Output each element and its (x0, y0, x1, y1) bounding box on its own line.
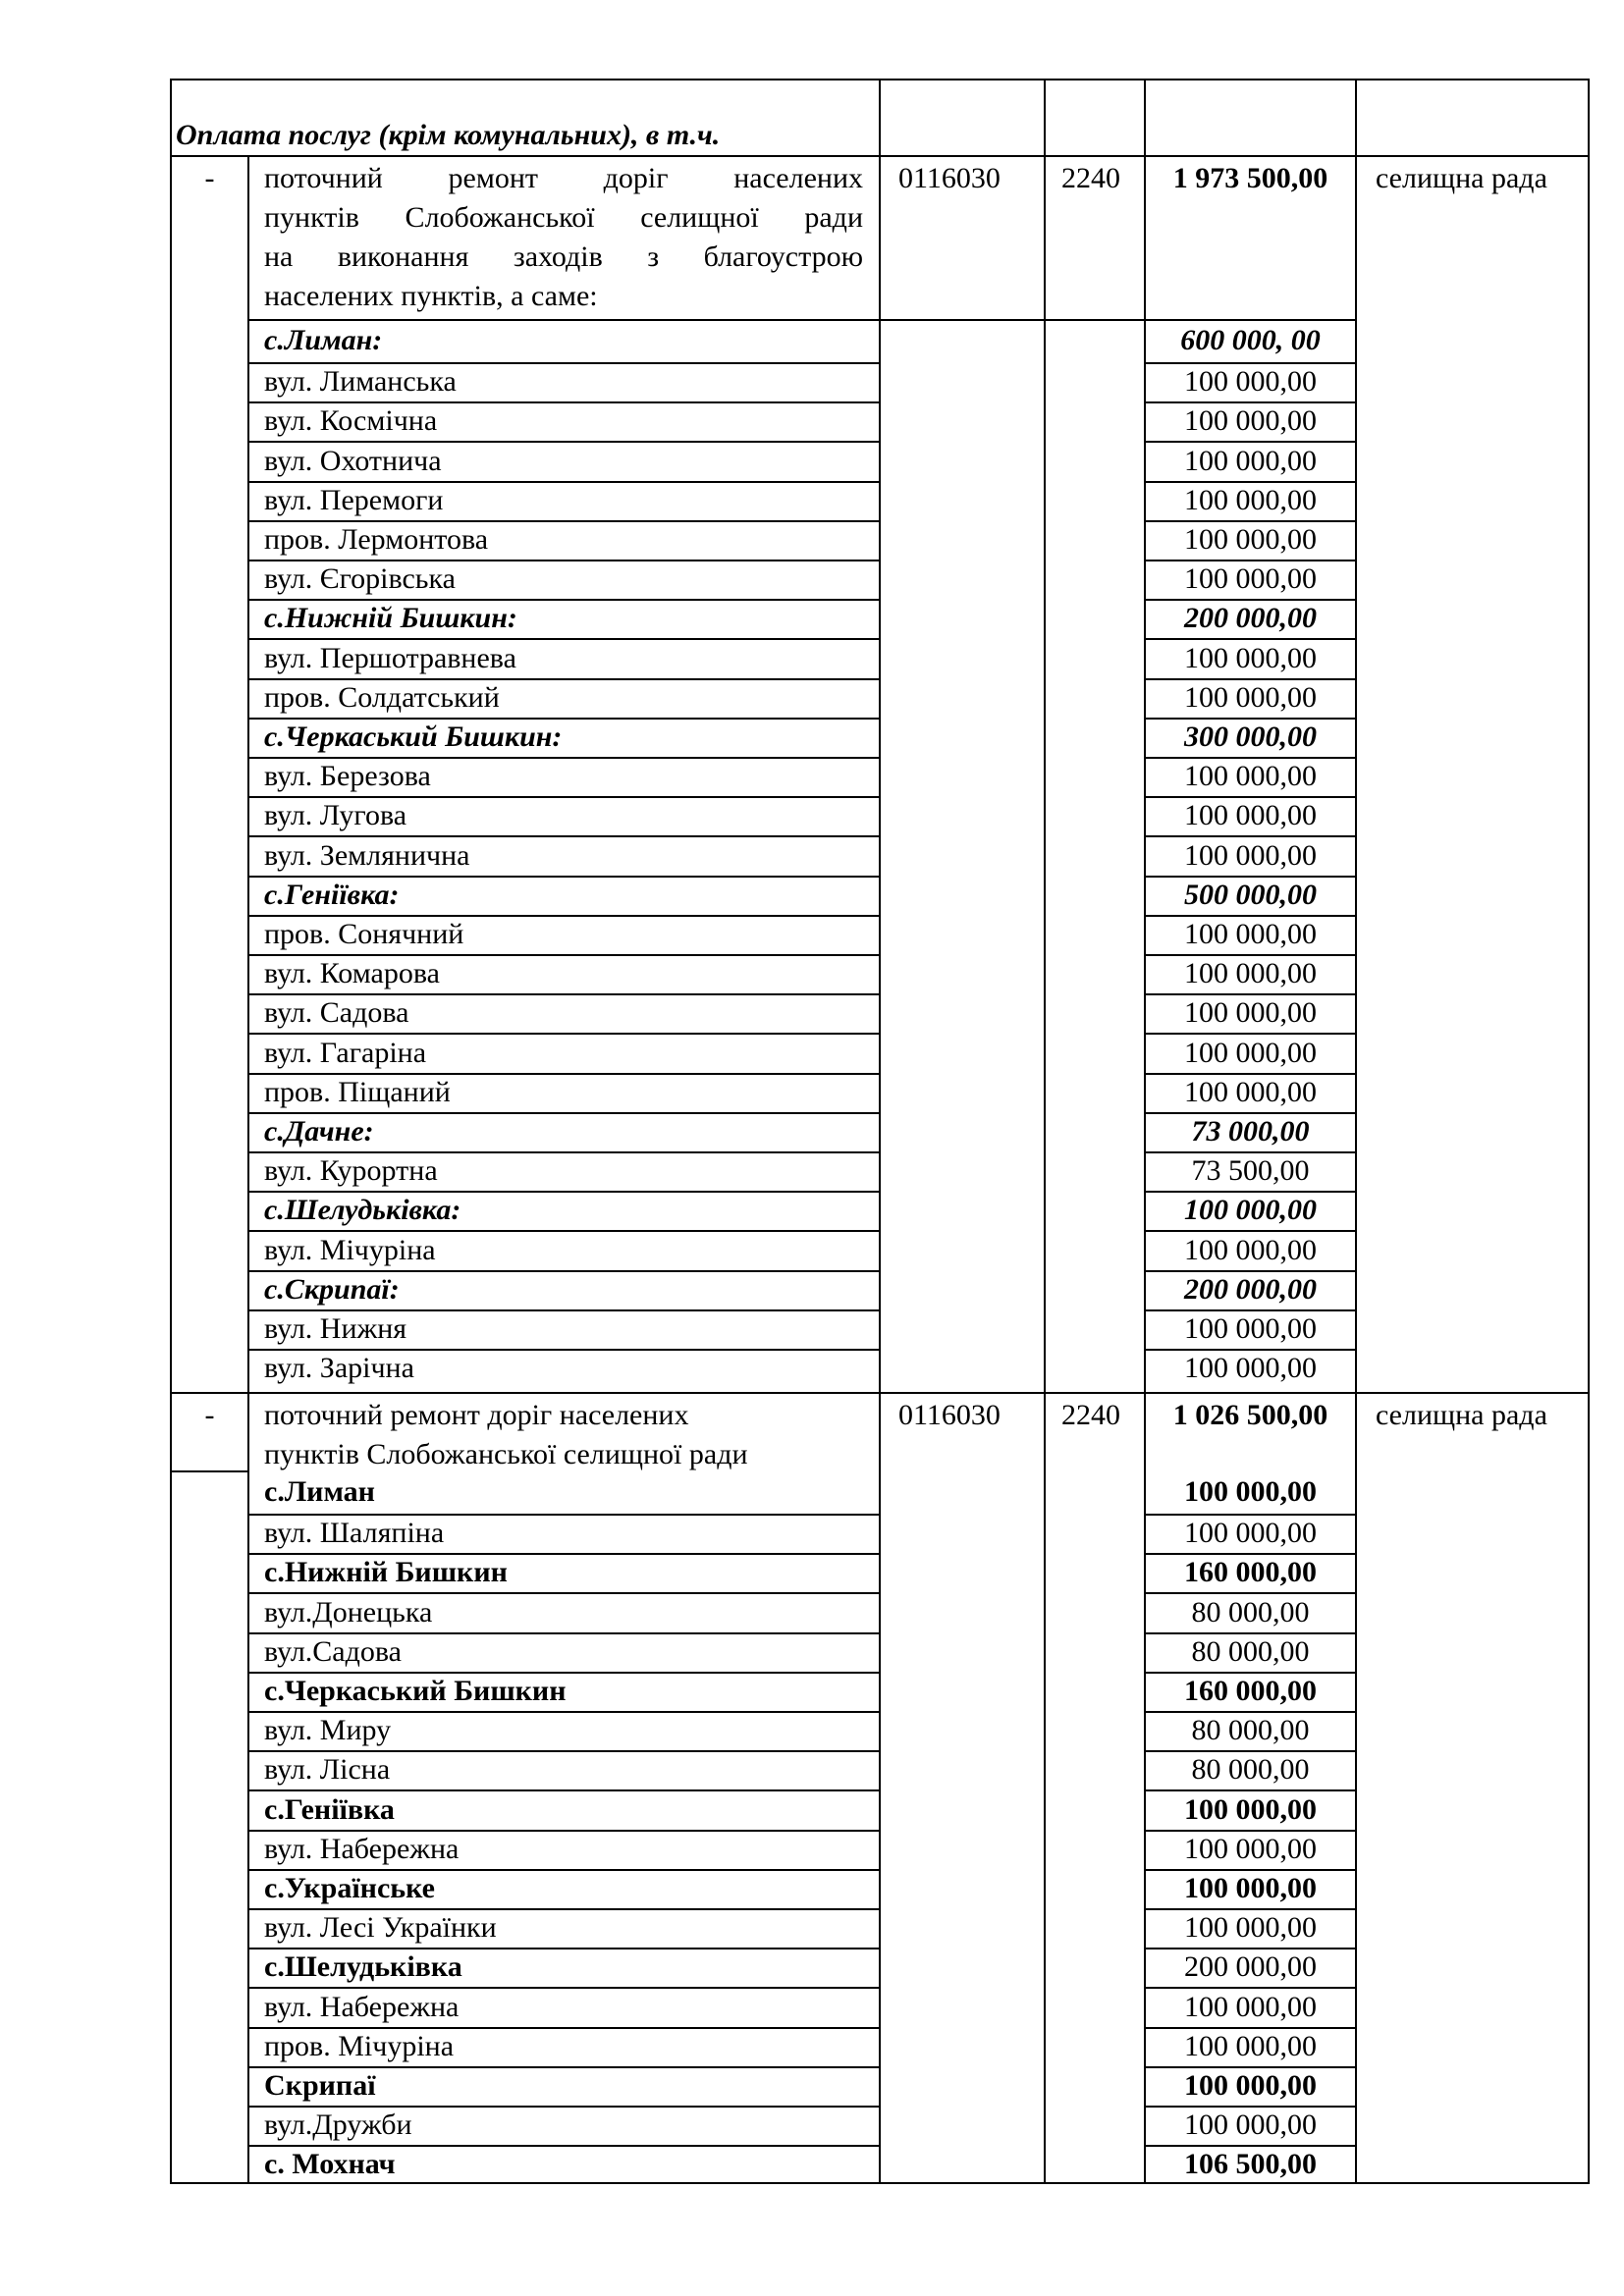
row-amount: 160 000,00 (1184, 1556, 1317, 1589)
row-amount: 100 000,00 (1184, 2068, 1317, 2102)
row-amount: 100 000,00 (1184, 838, 1317, 872)
item2-desc-line: пунктів Слобожанської селищної ради (264, 1438, 748, 1470)
col-sep-dash (247, 155, 249, 2184)
row-amount: 100 000,00 (1184, 799, 1317, 832)
item1-executor: селищна рада (1376, 162, 1547, 194)
row-amount: 73 000,00 (1191, 1114, 1310, 1148)
row-amount: 73 500,00 (1191, 1154, 1310, 1188)
row-amount: 100 000,00 (1184, 444, 1317, 477)
row-label: вул. Миру (264, 1714, 392, 1747)
row-label: вул. Зарічна (264, 1352, 414, 1385)
row-amount: 100 000,00 (1184, 1871, 1317, 1904)
row-amount: 100 000,00 (1184, 1352, 1317, 1385)
row-label: вул. Землянична (264, 838, 470, 872)
row-amount: 100 000,00 (1184, 1911, 1317, 1945)
row-label: вул. Нижня (264, 1311, 407, 1345)
row-amount: 200 000,00 (1184, 602, 1317, 635)
row-amount: 100 000,00 (1184, 2029, 1317, 2062)
row-amount: 500 000,00 (1184, 878, 1317, 911)
item2-top-border (170, 1392, 1590, 1394)
row-label: с.Геніївка (264, 1792, 395, 1826)
row-label: с. Мохнач (264, 2148, 396, 2181)
row-label: вул. Лесі Українки (264, 1911, 497, 1945)
row-amount: 80 000,00 (1191, 1714, 1310, 1747)
row-label: Скрипаї (264, 2068, 376, 2102)
row-amount: 100 000,00 (1184, 1311, 1317, 1345)
row-amount: 100 000,00 (1184, 1990, 1317, 2023)
row-amount: 100 000,00 (1184, 760, 1317, 793)
row-label: вул. Перемоги (264, 483, 444, 516)
row-divider (170, 1470, 247, 1472)
row-amount: 100 000,00 (1184, 1075, 1317, 1108)
row-label: вул. Комарова (264, 957, 440, 990)
row-label: вул. Набережна (264, 1990, 460, 2023)
budget-table (170, 79, 1590, 2184)
row-label: вул. Лугова (264, 799, 407, 832)
row-amount: 100 000,00 (1184, 522, 1317, 556)
row-label: вул.Садова (264, 1634, 402, 1668)
row-amount: 100 000,00 (1184, 1475, 1317, 1508)
row-amount: 100 000,00 (1184, 562, 1317, 596)
row-label: с.Лиман (264, 1475, 375, 1508)
row-label: вул. Шаляпіна (264, 1517, 445, 1550)
row-label: с.Скрипаї: (264, 1272, 400, 1306)
row-amount: 100 000,00 (1184, 1832, 1317, 1865)
row-amount: 100 000,00 (1184, 483, 1317, 516)
item1-dash: - (204, 162, 215, 194)
row-label: вул.Донецька (264, 1595, 433, 1629)
item1-amount: 1 973 500,00 (1172, 162, 1328, 194)
row-label: вул. Березова (264, 760, 431, 793)
item2-description (264, 1396, 863, 1474)
row-label: с.Нижній Бишкин: (264, 602, 517, 635)
item2-desc-line: поточний ремонт доріг населених (264, 1399, 689, 1431)
row-label: вул. Курортна (264, 1154, 438, 1188)
row-label: с.Геніївка: (264, 878, 400, 911)
row-amount: 100 000,00 (1184, 404, 1317, 438)
row-amount: 80 000,00 (1191, 1595, 1310, 1629)
row-amount: 80 000,00 (1191, 1753, 1310, 1787)
row-amount: 100 000,00 (1184, 996, 1317, 1030)
row-label: вул. Гагаріна (264, 1036, 427, 1069)
table-left-border (170, 79, 172, 2184)
item1-desc-line: пунктів Слобожанської селищної ради (264, 201, 863, 234)
row-amount: 100 000,00 (1184, 1194, 1317, 1227)
row-amount: 100 000,00 (1184, 1517, 1317, 1550)
row-amount: 106 500,00 (1184, 2148, 1317, 2181)
row-label: с.Українське (264, 1871, 435, 1904)
item2-kekv: 2240 (1061, 1399, 1120, 1431)
col-sep-kekv (1044, 79, 1046, 2184)
item1-desc-line: на виконання заходів з благоустрою (264, 240, 863, 273)
row-label: с.Черкаський Бишкин: (264, 720, 563, 753)
row-label: вул. Мічуріна (264, 1233, 436, 1266)
row-label: вул.Дружби (264, 2109, 412, 2142)
item2-amount: 1 026 500,00 (1172, 1399, 1328, 1431)
section-title: Оплата послуг (крім комунальних), в т.ч. (176, 119, 721, 151)
row-amount: 80 000,00 (1191, 1634, 1310, 1668)
table-right-border (1588, 79, 1590, 2184)
row-label: вул. Космічна (264, 404, 438, 438)
item1-description (264, 159, 863, 316)
row-amount: 100 000,00 (1184, 957, 1317, 990)
row-label: вул. Лиманська (264, 365, 457, 399)
row-label: вул. Садова (264, 996, 409, 1030)
row-label: с.Черкаський Бишкин (264, 1674, 567, 1707)
row-label: пров. Лермонтова (264, 522, 489, 556)
item2-executor: селищна рада (1376, 1399, 1547, 1431)
row-amount: 160 000,00 (1184, 1674, 1317, 1707)
item1-program-code: 0116030 (898, 162, 1001, 194)
row-label: с.Шелудьківка: (264, 1194, 461, 1227)
row-amount: 100 000,00 (1184, 1792, 1317, 1826)
row-label: с.Лиман: (264, 324, 383, 356)
row-amount: 100 000,00 (1184, 680, 1317, 714)
item2-dash: - (204, 1399, 215, 1431)
row-label: с.Дачне: (264, 1114, 374, 1148)
row-amount: 200 000,00 (1184, 1950, 1317, 1984)
header-bottom-border (170, 155, 1590, 157)
row-label: пров. Мічуріна (264, 2029, 455, 2062)
item2-program-code: 0116030 (898, 1399, 1001, 1431)
row-label: вул. Лісна (264, 1753, 391, 1787)
item1-kekv: 2240 (1061, 162, 1120, 194)
row-label: пров. Солдатський (264, 680, 500, 714)
row-label: вул. Набережна (264, 1832, 460, 1865)
row-label: пров. Сонячний (264, 917, 464, 950)
row-label: вул. Єгорівська (264, 562, 456, 596)
row-amount: 100 000,00 (1184, 1036, 1317, 1069)
row-amount: 300 000,00 (1184, 720, 1317, 753)
row-label: вул. Охотнича (264, 444, 442, 477)
row-label: с.Шелудьківка (264, 1950, 462, 1984)
item1-desc-line: населених пунктів, а саме: (264, 280, 598, 312)
col-sep-executor (1355, 79, 1357, 2184)
row-amount: 100 000,00 (1184, 2109, 1317, 2142)
row-label: вул. Першотравнева (264, 641, 516, 674)
row-amount: 100 000,00 (1184, 1233, 1317, 1266)
row-amount: 600 000, 00 (1180, 324, 1321, 356)
row-label: пров. Піщаний (264, 1075, 451, 1108)
row-amount: 100 000,00 (1184, 365, 1317, 399)
row-amount: 100 000,00 (1184, 917, 1317, 950)
item1-desc-line: поточний ремонт доріг населених (264, 162, 863, 194)
row-label: с.Нижній Бишкин (264, 1556, 508, 1589)
row-amount: 100 000,00 (1184, 641, 1317, 674)
row-amount: 200 000,00 (1184, 1272, 1317, 1306)
